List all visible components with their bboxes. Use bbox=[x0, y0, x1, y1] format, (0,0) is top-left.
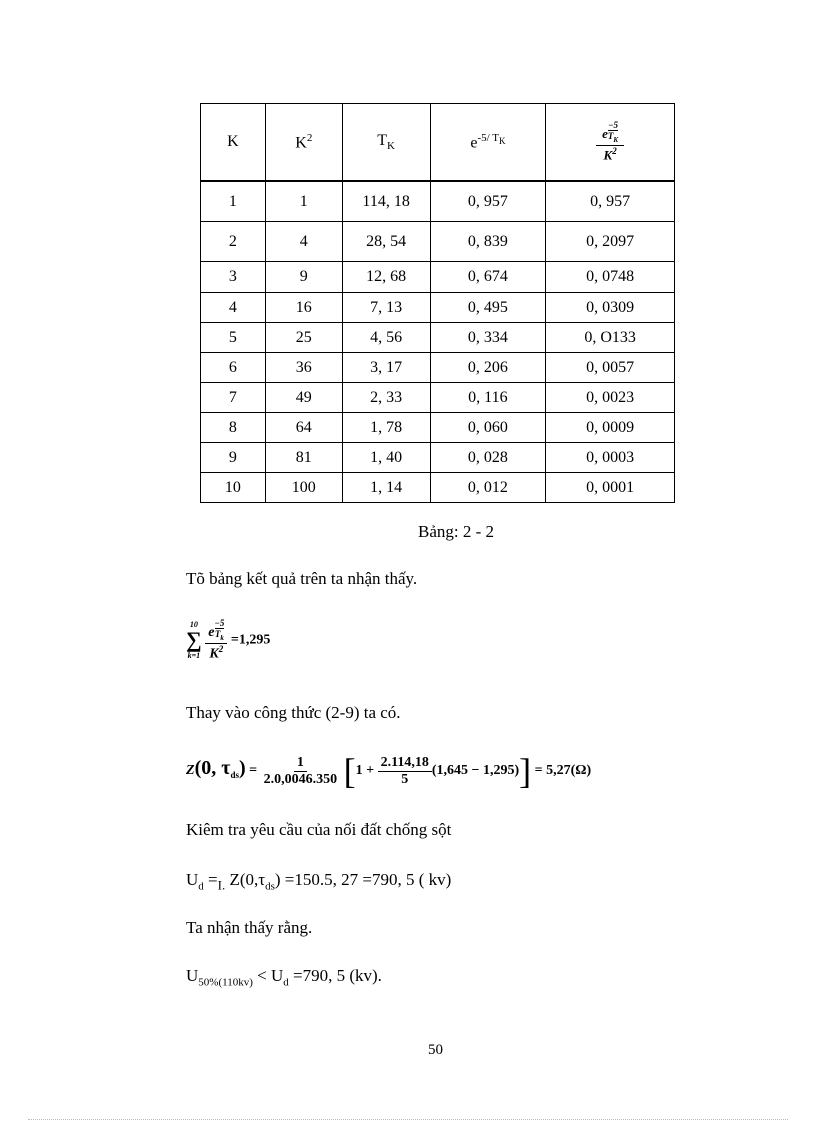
header-exponential: $e^{-5/ T_K}$ bbox=[430, 104, 546, 182]
paragraph-substitute: Thay vào công thức (2-9) ta có. bbox=[186, 703, 401, 722]
paragraph-results: Tõ bảng kết quả trên ta nhận thấy. bbox=[186, 569, 418, 588]
voltage-ud-formula: $U_d =_{I.}$ $Z(0,\tau_{ds}) =150.5$, 27 =790, 5 ( kv) bbox=[186, 870, 452, 893]
table-caption: Bảng: 2 - 2 bbox=[418, 522, 495, 541]
table-row: 2 4 28, 54 0, 839 0, 2097 bbox=[201, 222, 675, 262]
page-bottom-border bbox=[28, 1119, 788, 1120]
page-number: 50 bbox=[428, 1042, 443, 1058]
voltage-comparison: $U_{50\%(110kv)} < U_d =790$, 5 (kv). bbox=[186, 966, 382, 989]
table-row: 4 16 7, 13 0, 495 0, 0309 bbox=[201, 293, 675, 323]
table-row: 3 9 12, 68 0, 674 0, 0748 bbox=[201, 262, 675, 293]
impedance-formula: Z(0, $\tau_{ds}$) = $\frac{1}{2.0,0046.350}$ [1 + $\frac{2.114,18}{5}$ (1,645 − 1,295)] = 5,27(Ω) bbox=[186, 751, 592, 791]
header-k-squared: $K^2$ bbox=[265, 104, 342, 182]
results-table bbox=[200, 103, 675, 503]
sigma-symbol: ∑ bbox=[186, 627, 202, 653]
summation-formula: 10 ∑ k=1 e $^{\frac{-5}{T_k}}$ $K^2$ =1,295 bbox=[186, 618, 271, 662]
table-header-row bbox=[201, 104, 675, 182]
table-row: 6 36 3, 17 0, 206 0, 0057 bbox=[201, 353, 675, 383]
paragraph-observe: Ta nhận thấy rằng. bbox=[186, 918, 313, 937]
header-ratio: e $^{\frac{-5}{T_K}}$ $K^2$ bbox=[546, 104, 675, 182]
header-k: K bbox=[201, 104, 266, 182]
table-row: 7 49 2, 33 0, 116 0, 0023 bbox=[201, 383, 675, 413]
table-row: 5 25 4, 56 0, 334 0, O133 bbox=[201, 323, 675, 353]
table-row: 1 1 114, 18 0, 957 0, 957 bbox=[201, 181, 675, 222]
table-row: 8 64 1, 78 0, 060 0, 0009 bbox=[201, 413, 675, 443]
paragraph-check: Kiêm tra yêu cầu của nối đất chống sột bbox=[186, 820, 452, 839]
table-row: 9 81 1, 40 0, 028 0, 0003 bbox=[201, 443, 675, 473]
header-tk: $T_K$ bbox=[342, 104, 430, 182]
table-row: 10 100 1, 14 0, 012 0, 0001 bbox=[201, 473, 675, 503]
